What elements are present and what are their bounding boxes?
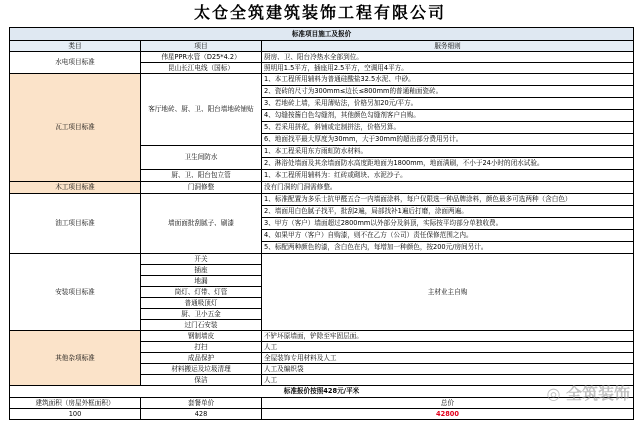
detail-tile-4: 4、勾缝按酱白色勾缝剂，其他颜色勾缝剂客户自购。	[262, 110, 634, 122]
summary-area-value: 100	[10, 409, 141, 420]
price-table	[9, 27, 634, 420]
detail-paint-4: 4、如果甲方（客户）自购漆，则不在乙方（公司）责任保修范围之内。	[262, 230, 634, 242]
header-item: 项目	[141, 41, 262, 52]
detail-housekeeping: 人工	[262, 375, 634, 386]
detail-paint-2: 2、墙面用白色腻子找平，批刮2遍，局部找补1遍后打磨，涂面两遍。	[262, 206, 634, 218]
item-ppr-pipe: 伟星PPR水管（D25*4.2）	[141, 52, 262, 63]
item-lights: 筒灯、灯带、灯管	[141, 287, 262, 298]
item-transport: 材料搬运及垃圾清理	[141, 364, 262, 375]
item-floor-tiles: 客厅地砖、厨、卫、阳台墙地砖铺贴	[141, 74, 262, 146]
category-wood: 木工项目标准	[10, 182, 141, 194]
item-housekeeping: 保洁	[141, 375, 262, 386]
item-wire: 昆山长江电线（国标）	[141, 63, 262, 74]
detail-tile-3: 3、若地砖上墙，采用薄贴法，价格另加20元/平方。	[262, 98, 634, 110]
item-wall-paint: 墙面面批刮腻子、刷漆	[141, 194, 262, 254]
price-label: 标准报价按照428元/平米	[10, 386, 634, 398]
item-pipe-wrap: 厨、卫、阳台包立管	[141, 170, 262, 182]
detail-tile-6: 6、地面找平最大厚度为30mm，大于30mm的超出部分费用另计。	[262, 134, 634, 146]
wechat-icon: ◎	[546, 384, 561, 403]
item-floor-drain: 地漏	[141, 276, 262, 287]
category-misc: 其他杂项标准	[10, 331, 141, 386]
item-ceiling-light: 普通吸顶灯	[141, 298, 262, 309]
summary-area-header: 建筑面积（房屋外框面积）	[10, 398, 141, 409]
detail-paint-1: 1、标准配置为多乐士抗甲醛五合一内墙面涂料，每户仅限选一种品牌涂料，颜色最多可选两种（含白色）	[262, 194, 634, 206]
summary-total-header: 总价	[262, 398, 634, 409]
detail-transport: 人工及编织袋	[262, 364, 634, 375]
category-tile: 瓦工项目标准	[10, 74, 141, 182]
detail-wall-skin: 不铲坏原墙面，铲除至牢固层面。	[262, 331, 634, 342]
summary-unit-value: 428	[141, 409, 262, 420]
category-install: 安装项目标准	[10, 254, 141, 331]
item-door-opening: 门洞修整	[141, 182, 262, 194]
detail-paint-5: 5、标配两种颜色的漆，含白色在内，每增加一种颜色，按200元/房间另计。	[262, 242, 634, 254]
detail-ppr-pipe: 厨房、卫、阳台冷热水全部到位。	[262, 52, 634, 63]
detail-wire: 照明用1.5平方，插座用2.5平方，空调用4平方。	[262, 63, 634, 74]
detail-paint-3: 3、甲方（客户）墙面超过2800mm以外部分及斜顶，实际按平均部分单独收费。	[262, 218, 634, 230]
detail-cleaning: 人工	[262, 342, 634, 353]
detail-door-opening: 没有门洞的门洞需修整。	[262, 182, 634, 194]
detail-pipe-wrap: 1、本工程所用辅料为：红砖或砌块、水泥沙子。	[262, 170, 634, 182]
watermark-text: 全筑装饰	[565, 384, 630, 403]
detail-install: 主材业主自购	[262, 254, 634, 331]
summary-total-value: 42800	[262, 409, 634, 420]
item-hardware: 厨、卫小五金	[141, 309, 262, 320]
item-cleaning: 打扫	[141, 342, 262, 353]
detail-waterproof-1: 1、本工程采用东方雨虹防水材料。	[262, 146, 634, 158]
detail-protection: 全屋装饰专用材料及人工	[262, 353, 634, 364]
company-title: 太仓全筑建筑装饰工程有限公司	[193, 3, 446, 22]
summary-unit-header: 套餐单价	[141, 398, 262, 409]
brand-watermark	[546, 381, 630, 404]
category-paint: 油工项目标准	[10, 194, 141, 254]
detail-waterproof-2: 2、淋浴处墙面及其余墙面防水高度距地面为1800mm，地面满刷，不小于24小时的闭水试验。	[262, 158, 634, 170]
item-socket: 插座	[141, 265, 262, 276]
item-waterproof: 卫生间防水	[141, 146, 262, 170]
table-subtitle: 标准项目施工及报价	[10, 28, 634, 41]
detail-tile-5: 5、若采用拼花，斜铺或定制拼法，价格另算。	[262, 122, 634, 134]
header-detail: 服务细则	[262, 41, 634, 52]
detail-tile-1: 1、本工程所用辅料为普通硅酸盐32.5水泥、中砂。	[262, 74, 634, 86]
header-category: 类目	[10, 41, 141, 52]
item-switch: 开关	[141, 254, 262, 265]
item-threshold-stone: 过门石安装	[141, 320, 262, 331]
detail-tile-2: 2、瓷砖的尺寸为300mm≤边长≤800mm的普通釉面瓷砖。	[262, 86, 634, 98]
item-protection: 成品保护	[141, 353, 262, 364]
item-wall-skin: 钢制墙皮	[141, 331, 262, 342]
category-water: 水电项目标准	[10, 52, 141, 74]
